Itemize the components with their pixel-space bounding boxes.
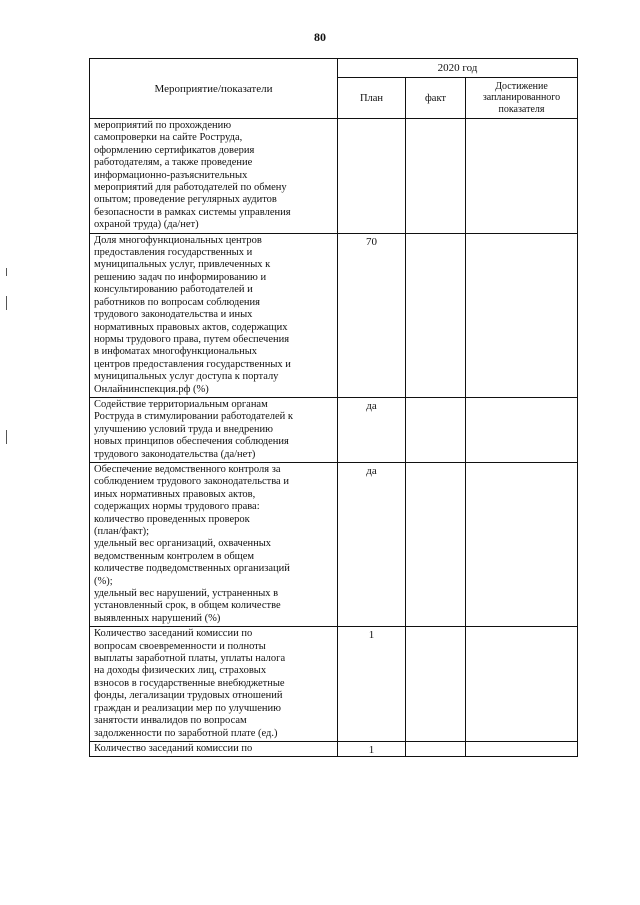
indicator-description (90, 462, 338, 626)
description-line: задолженности по заработной плате (ед.) (94, 727, 278, 739)
indicator-description (90, 233, 338, 397)
description-line: консультированию работодателей и (94, 284, 253, 296)
description-line: безопасности в рамках системы управления (94, 206, 291, 218)
indicator-description (90, 627, 338, 742)
description-line: Доля многофункциональных центров (94, 234, 262, 246)
achievement-value (466, 397, 578, 462)
description-line: ведомственным контролем в общем (94, 550, 255, 562)
description-line: трудового законодательства и иных (94, 309, 253, 321)
plan-value: да (338, 462, 406, 626)
description-line: содержащих нормы трудового права: (94, 501, 260, 513)
page-number: 80 (314, 30, 326, 44)
margin-mark (6, 430, 7, 444)
column-header-event: Мероприятие/показатели (90, 59, 338, 119)
description-line: самопроверки на сайте Роструда, (94, 132, 243, 144)
column-header-year: 2020 год (338, 59, 578, 78)
margin-mark (6, 268, 7, 276)
table-header-row (90, 59, 578, 78)
fact-value (406, 741, 466, 756)
description-line: центров предоставления государственных и (94, 358, 291, 370)
description-line: установленный срок, в общем количестве (94, 600, 281, 612)
achievement-value (466, 462, 578, 626)
table-row (90, 233, 578, 397)
description-line: количестве подведомственных организаций (94, 563, 290, 575)
table-body (90, 119, 578, 757)
description-line: улучшению условий труда и внедрению (94, 423, 273, 435)
plan-value: 70 (338, 233, 406, 397)
achievement-value (466, 741, 578, 756)
description-line: вопросам своевременности и полноты (94, 640, 266, 652)
description-line: граждан и реализации мер по улучшению (94, 702, 281, 714)
description-line: трудового законодательства (да/нет) (94, 448, 256, 460)
description-line: муниципальных услуг, привлеченных к (94, 259, 271, 271)
plan-value: 1 (338, 741, 406, 756)
achievement-value (466, 233, 578, 397)
description-line: выплаты заработной платы, уплаты налога (94, 653, 286, 665)
achievement-value (466, 627, 578, 742)
description-line: соблюдением трудового законодательства и (94, 476, 289, 488)
indicator-description (90, 119, 338, 234)
description-line: предоставления государственных и (94, 247, 253, 259)
description-line: Обеспечение ведомственного контроля за (94, 463, 281, 475)
description-line: удельный вес организаций, охваченных (94, 538, 272, 550)
plan-value: 1 (338, 627, 406, 742)
description-line: оформлению сертификатов доверия (94, 144, 255, 156)
table-row (90, 462, 578, 626)
indicator-description (90, 397, 338, 462)
table-row (90, 627, 578, 742)
column-header-plan: План (338, 78, 406, 119)
indicators-table (89, 58, 578, 757)
column-header-fact: факт (406, 78, 466, 119)
description-line: количество проведенных проверок (94, 513, 250, 525)
description-line: мероприятий для работодателей по обмену (94, 182, 287, 194)
indicator-description (90, 741, 338, 756)
description-line: муниципальных услуг доступа к порталу (94, 371, 279, 383)
description-line: Содействие территориальным органам (94, 398, 268, 410)
description-line: Онлайнинспекция.рф (%) (94, 383, 209, 395)
plan-value: да (338, 397, 406, 462)
description-line: решению задач по информированию и (94, 271, 267, 283)
description-line: выявленных нарушений (%) (94, 612, 221, 624)
description-line: взносов в государственные внебюджетные (94, 677, 285, 689)
description-line: работодателям, а также проведение (94, 157, 253, 169)
description-line: фонды, легализации трудовых отношений (94, 690, 283, 702)
description-line: Количество заседаний комиссии по (94, 628, 253, 640)
fact-value (406, 627, 466, 742)
description-line: нормативных правовых актов, содержащих (94, 321, 288, 333)
description-line: на доходы физических лиц, страховых (94, 665, 267, 677)
description-line: нормы трудового права, путем обеспечения (94, 333, 290, 345)
description-line: информационно-разъяснительных (94, 169, 248, 181)
description-line: опытом; проведение регулярных аудитов (94, 194, 277, 206)
description-line: Роструда в стимулировании работодателей к (94, 411, 293, 423)
description-line: охраной труда) (да/нет) (94, 219, 199, 231)
plan-value (338, 119, 406, 234)
fact-value (406, 119, 466, 234)
description-line: (%); (94, 575, 113, 587)
column-header-achievement (466, 78, 578, 119)
description-line: в инфоматах многофункциональных (94, 346, 258, 358)
description-line: (план/факт); (94, 526, 149, 537)
description-line: занятости инвалидов по вопросам (94, 715, 247, 727)
achievement-value (466, 119, 578, 234)
description-line: новых принципов обеспечения соблюдения (94, 436, 289, 448)
header-line: запланированного (482, 92, 561, 104)
header-line: Достижение (495, 80, 548, 92)
table-row (90, 397, 578, 462)
description-line: мероприятий по прохождению (94, 120, 232, 131)
description-line: Количество заседаний комиссии по (94, 742, 253, 754)
description-line: иных нормативных правовых актов, (94, 488, 256, 500)
header-line: показателя (498, 103, 545, 115)
table-row (90, 741, 578, 756)
fact-value (406, 462, 466, 626)
margin-mark (6, 296, 7, 310)
table-row (90, 119, 578, 234)
description-line: удельный вес нарушений, устраненных в (94, 588, 279, 600)
fact-value (406, 397, 466, 462)
fact-value (406, 233, 466, 397)
description-line: работников по вопросам соблюдения (94, 296, 260, 308)
